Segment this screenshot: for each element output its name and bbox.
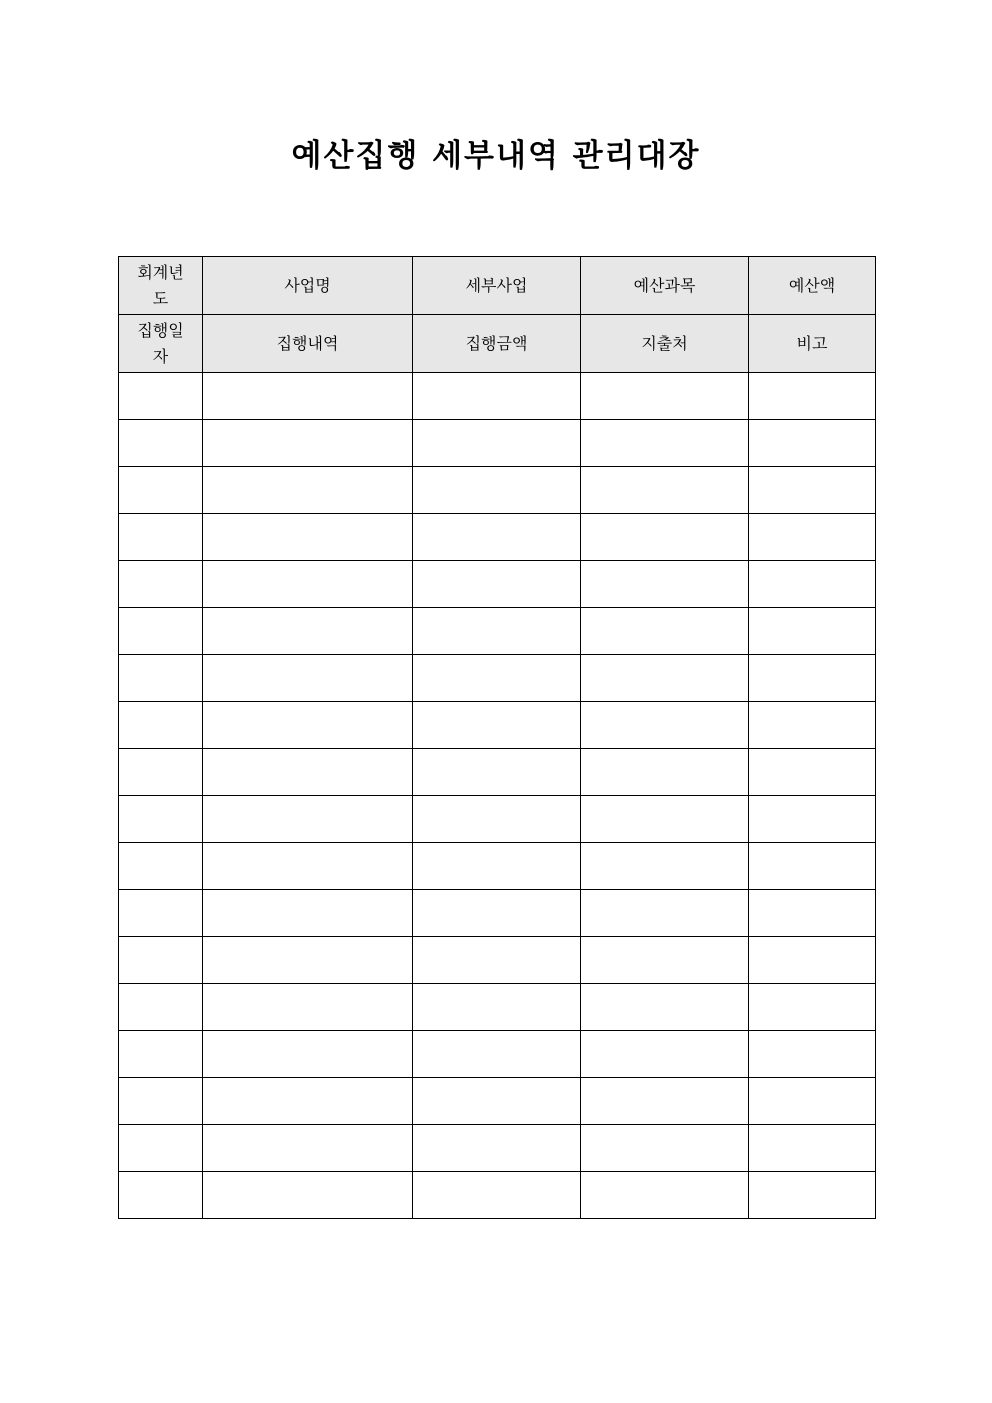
amount-cell	[413, 608, 581, 655]
amount-cell	[413, 749, 581, 796]
payee-cell	[581, 796, 749, 843]
details-cell	[203, 890, 413, 937]
table-row	[119, 1172, 876, 1219]
details-cell	[203, 937, 413, 984]
details-cell	[203, 655, 413, 702]
payee-cell	[581, 890, 749, 937]
date-cell	[119, 1078, 203, 1125]
remarks-cell	[749, 561, 876, 608]
table-row	[119, 467, 876, 514]
details-cell	[203, 561, 413, 608]
payee-cell	[581, 608, 749, 655]
remarks-cell	[749, 1078, 876, 1125]
date-cell	[119, 890, 203, 937]
amount-cell	[413, 561, 581, 608]
remarks-cell	[749, 702, 876, 749]
payee-cell	[581, 420, 749, 467]
date-cell	[119, 373, 203, 420]
header-project-name: 사업명	[203, 257, 413, 315]
payee-cell	[581, 1172, 749, 1219]
payee-cell	[581, 843, 749, 890]
header-row-1	[119, 257, 876, 315]
remarks-cell	[749, 1031, 876, 1078]
table-row	[119, 561, 876, 608]
amount-cell	[413, 420, 581, 467]
payee-cell	[581, 702, 749, 749]
amount-cell	[413, 655, 581, 702]
table-row	[119, 796, 876, 843]
header-budget-amount: 예산액	[749, 257, 876, 315]
date-cell	[119, 749, 203, 796]
date-cell	[119, 1172, 203, 1219]
payee-cell	[581, 561, 749, 608]
remarks-cell	[749, 373, 876, 420]
amount-cell	[413, 843, 581, 890]
table-row	[119, 937, 876, 984]
remarks-cell	[749, 937, 876, 984]
details-cell	[203, 984, 413, 1031]
details-cell	[203, 1172, 413, 1219]
amount-cell	[413, 984, 581, 1031]
date-cell	[119, 420, 203, 467]
payee-cell	[581, 749, 749, 796]
amount-cell	[413, 1125, 581, 1172]
remarks-cell	[749, 749, 876, 796]
table-row	[119, 702, 876, 749]
payee-cell	[581, 655, 749, 702]
remarks-cell	[749, 1125, 876, 1172]
amount-cell	[413, 1172, 581, 1219]
header-remarks: 비고	[749, 315, 876, 373]
payee-cell	[581, 1125, 749, 1172]
header-fiscal-year: 회계년도	[119, 257, 203, 315]
payee-cell	[581, 1078, 749, 1125]
table-row	[119, 749, 876, 796]
date-cell	[119, 1125, 203, 1172]
details-cell	[203, 373, 413, 420]
date-cell	[119, 796, 203, 843]
details-cell	[203, 1078, 413, 1125]
details-cell	[203, 796, 413, 843]
table-row	[119, 655, 876, 702]
payee-cell	[581, 937, 749, 984]
details-cell	[203, 1125, 413, 1172]
table-row	[119, 843, 876, 890]
table-row	[119, 984, 876, 1031]
remarks-cell	[749, 1172, 876, 1219]
details-cell	[203, 1031, 413, 1078]
amount-cell	[413, 937, 581, 984]
remarks-cell	[749, 843, 876, 890]
table-row	[119, 514, 876, 561]
header-execution-date: 집행일자	[119, 315, 203, 373]
payee-cell	[581, 467, 749, 514]
date-cell	[119, 655, 203, 702]
table-row	[119, 1125, 876, 1172]
header-execution-amount: 집행금액	[413, 315, 581, 373]
amount-cell	[413, 702, 581, 749]
date-cell	[119, 702, 203, 749]
amount-cell	[413, 514, 581, 561]
amount-cell	[413, 373, 581, 420]
remarks-cell	[749, 796, 876, 843]
header-sub-project: 세부사업	[413, 257, 581, 315]
header-budget-item: 예산과목	[581, 257, 749, 315]
table-row	[119, 1031, 876, 1078]
details-cell	[203, 843, 413, 890]
page-title: 예산집행 세부내역 관리대장	[291, 138, 701, 174]
payee-cell	[581, 984, 749, 1031]
table-row	[119, 608, 876, 655]
date-cell	[119, 843, 203, 890]
remarks-cell	[749, 890, 876, 937]
amount-cell	[413, 1031, 581, 1078]
table-row	[119, 890, 876, 937]
payee-cell	[581, 1031, 749, 1078]
date-cell	[119, 467, 203, 514]
payee-cell	[581, 373, 749, 420]
table-row	[119, 1078, 876, 1125]
payee-cell	[581, 514, 749, 561]
details-cell	[203, 420, 413, 467]
remarks-cell	[749, 467, 876, 514]
amount-cell	[413, 796, 581, 843]
remarks-cell	[749, 655, 876, 702]
amount-cell	[413, 890, 581, 937]
remarks-cell	[749, 608, 876, 655]
date-cell	[119, 984, 203, 1031]
details-cell	[203, 514, 413, 561]
date-cell	[119, 608, 203, 655]
date-cell	[119, 937, 203, 984]
table-row	[119, 373, 876, 420]
details-cell	[203, 702, 413, 749]
date-cell	[119, 561, 203, 608]
remarks-cell	[749, 420, 876, 467]
amount-cell	[413, 1078, 581, 1125]
date-cell	[119, 514, 203, 561]
header-row-2	[119, 315, 876, 373]
details-cell	[203, 749, 413, 796]
amount-cell	[413, 467, 581, 514]
budget-ledger-table	[118, 256, 876, 1219]
table-row	[119, 420, 876, 467]
header-payee: 지출처	[581, 315, 749, 373]
header-execution-details: 집행내역	[203, 315, 413, 373]
remarks-cell	[749, 984, 876, 1031]
date-cell	[119, 1031, 203, 1078]
details-cell	[203, 467, 413, 514]
details-cell	[203, 608, 413, 655]
remarks-cell	[749, 514, 876, 561]
